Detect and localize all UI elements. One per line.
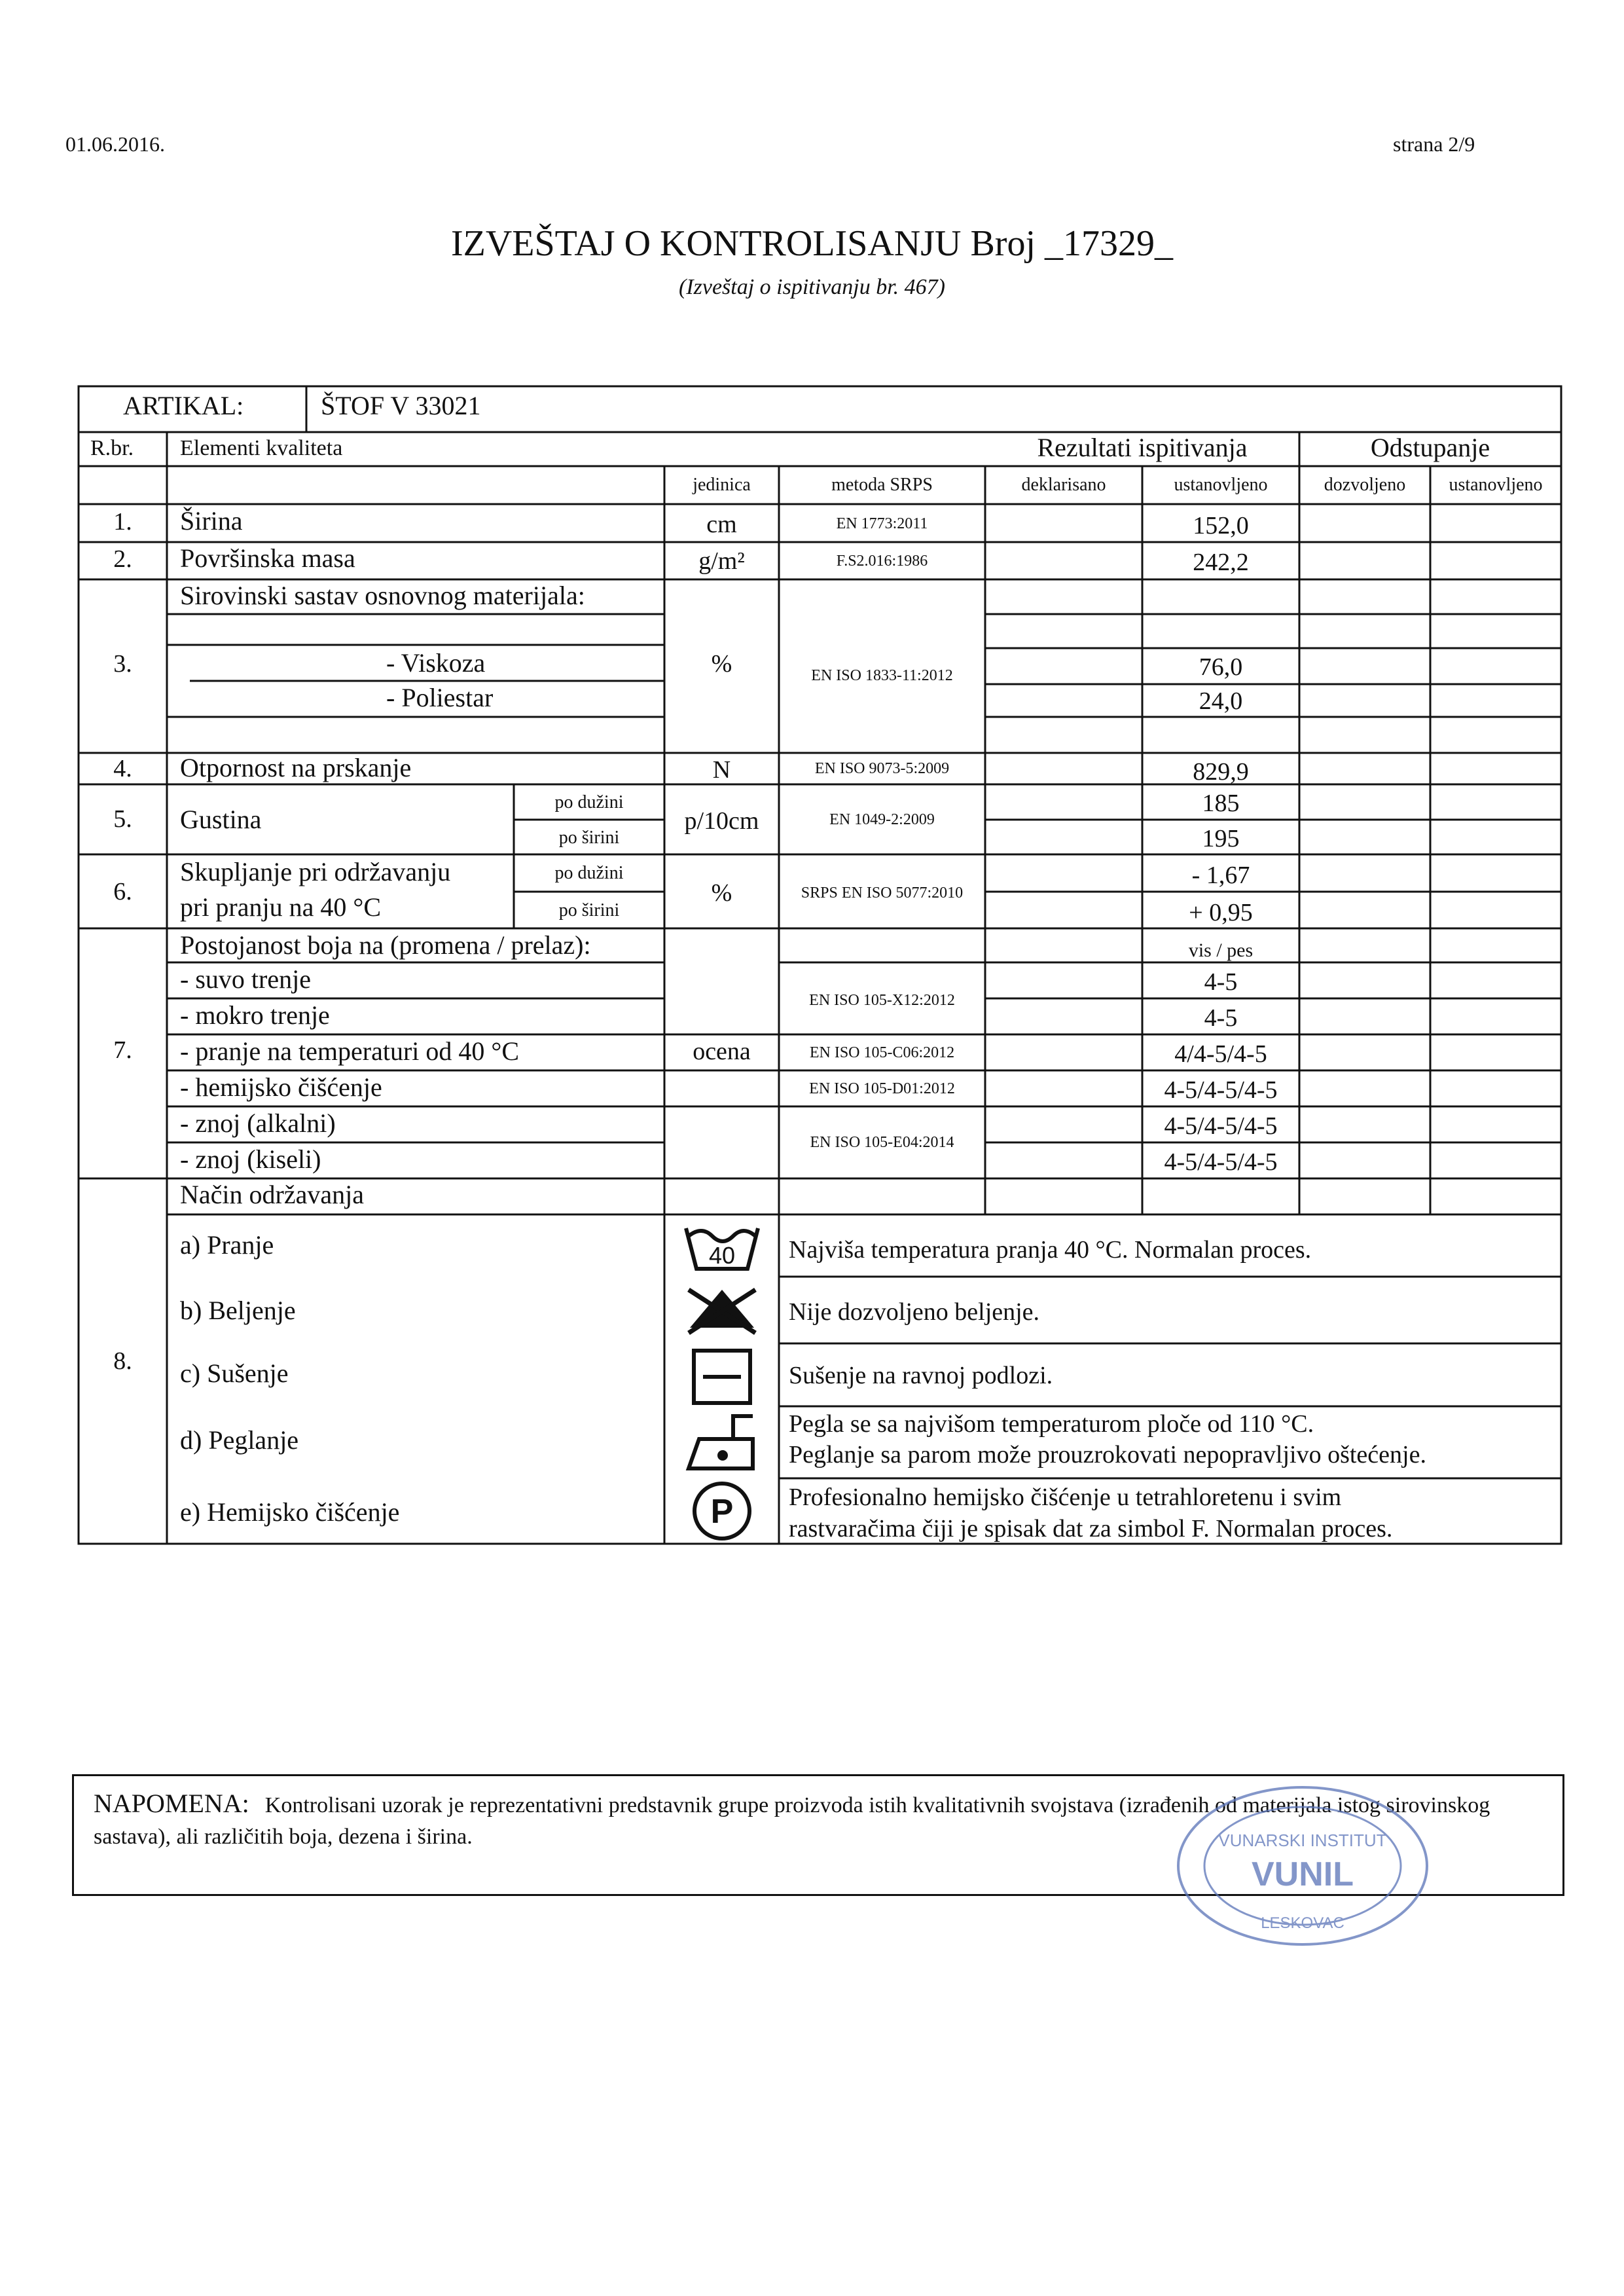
row7-item-dry-cleaning: - hemijsko čišćenje — [180, 1072, 382, 1102]
care-desc-ironing-line1: Pegla se sa najvišom temperaturom ploče od 110 °C. — [789, 1410, 1314, 1438]
row7-method-d01: EN ISO 105-D01:2012 — [809, 1080, 955, 1097]
article-value: ŠTOF V 33021 — [321, 391, 481, 420]
article-label: ARTIKAL: — [123, 391, 244, 420]
row6-number: 6. — [113, 878, 132, 905]
row7-header-value: vis / pes — [1188, 939, 1254, 961]
row6-sub1: po dužini — [554, 863, 624, 883]
col-elements: Elementi kvaliteta — [180, 436, 343, 460]
professional-dry-clean-p-icon-text: P — [710, 1493, 734, 1531]
col-unit: jedinica — [693, 475, 751, 495]
col-established: ustanovljeno — [1174, 475, 1268, 495]
row7-method-c06: EN ISO 105-C06:2012 — [809, 1044, 955, 1061]
care-desc-bleaching: Nije dozvoljeno beljenje. — [789, 1298, 1040, 1326]
row3-name: Sirovinski sastav osnovnog materijala: — [180, 581, 585, 610]
row7-value-washing: 4/4-5/4-5 — [1174, 1040, 1267, 1068]
care-desc-drying: Sušenje na ravnoj podlozi. — [789, 1362, 1053, 1389]
no-bleach-icon — [689, 1290, 755, 1333]
row8-number: 8. — [113, 1347, 132, 1375]
row3-number: 3. — [113, 650, 132, 678]
row7-value-sweat-acidic: 4-5/4-5/4-5 — [1164, 1148, 1278, 1176]
row7-value-dry-cleaning: 4-5/4-5/4-5 — [1164, 1076, 1278, 1104]
row2-method: F.S2.016:1986 — [836, 553, 928, 570]
stamp-line2: VUNIL — [1252, 1855, 1354, 1893]
report-subtitle: (Izveštaj o ispitivanju br. 467) — [678, 275, 946, 299]
row7-number: 7. — [113, 1036, 132, 1064]
stamp-line3: LESKOVAC — [1261, 1914, 1344, 1932]
report-date: 01.06.2016. — [65, 132, 165, 156]
row3-sub2: - Poliestar — [386, 683, 494, 712]
row1-unit: cm — [706, 511, 737, 538]
care-label-ironing: d) Peglanje — [180, 1425, 299, 1455]
row7-value-dry-rubbing: 4-5 — [1204, 968, 1238, 996]
care-desc-dry-cleaning-line1: Profesionalno hemijsko čišćenje u tetrahloretenu i svim — [789, 1484, 1342, 1511]
row7-unit: ocena — [693, 1038, 751, 1065]
col-established-deviation: ustanovljeno — [1449, 475, 1543, 495]
row4-number: 4. — [113, 755, 132, 782]
row3-method: EN ISO 1833-11:2012 — [811, 667, 953, 684]
row4-unit: N — [712, 756, 731, 784]
note-label: NAPOMENA: — [94, 1789, 249, 1818]
row7-item-sweat-acidic: - znoj (kiseli) — [180, 1144, 321, 1174]
row7-value-sweat-alkaline: 4-5/4-5/4-5 — [1164, 1112, 1278, 1140]
row5-number: 5. — [113, 805, 132, 833]
row7-name: Postojanost boja na (promena / prelaz): — [180, 930, 591, 960]
row7-item-dry-rubbing: - suvo trenje — [180, 964, 311, 994]
row5-method: EN 1049-2:2009 — [829, 811, 935, 828]
row3-unit: % — [711, 650, 732, 678]
col-declared: deklarisano — [1021, 475, 1106, 495]
row5-value1: 185 — [1202, 790, 1240, 817]
care-label-dry-cleaning: e) Hemijsko čišćenje — [180, 1497, 400, 1527]
row6-method: SRPS EN ISO 5077:2010 — [801, 884, 964, 902]
row5-value2: 195 — [1202, 825, 1240, 852]
row7-item-sweat-alkaline: - znoj (alkalni) — [180, 1108, 336, 1138]
row2-name: Površinska masa — [180, 543, 355, 573]
flat-dry-icon — [694, 1351, 750, 1403]
row3-sub1: - Viskoza — [386, 648, 486, 678]
row2-unit: g/m² — [698, 547, 745, 575]
row4-method: EN ISO 9073-5:2009 — [814, 760, 950, 777]
iron-110-icon — [689, 1416, 753, 1468]
col-allowed: dozvoljeno — [1324, 475, 1406, 495]
row3-value1: 76,0 — [1199, 653, 1243, 681]
wash-40-icon-text: 40 — [708, 1242, 736, 1269]
row6-value1: - 1,67 — [1191, 862, 1250, 889]
row4-value: 829,9 — [1193, 758, 1249, 786]
row3-value2: 24,0 — [1199, 687, 1243, 715]
row4-name: Otpornost na prskanje — [180, 753, 412, 782]
row1-method: EN 1773:2011 — [836, 515, 928, 532]
row7-value-wet-rubbing: 4-5 — [1204, 1004, 1238, 1032]
row6-unit: % — [711, 879, 732, 907]
row7-method-e04: EN ISO 105-E04:2014 — [810, 1134, 954, 1151]
care-desc-ironing-line2: Peglanje sa parom može prouzrokovati nepopravljivo oštećenje. — [789, 1441, 1426, 1468]
care-label-washing: a) Pranje — [180, 1230, 274, 1260]
row5-sub2: po širini — [558, 828, 620, 848]
row7-item-wet-rubbing: - mokro trenje — [180, 1000, 330, 1030]
row5-sub1: po dužini — [554, 792, 624, 812]
row6-sub2: po širini — [558, 900, 620, 920]
stamp-line1: VUNARSKI INSTITUT — [1218, 1831, 1387, 1850]
row8-name: Način održavanja — [180, 1180, 364, 1209]
page-number: strana 2/9 — [1393, 132, 1475, 156]
care-icons — [674, 1216, 772, 1544]
row6-name-line2: pri pranju na 40 °C — [180, 892, 382, 922]
row1-number: 1. — [113, 508, 132, 536]
row2-value: 242,2 — [1193, 549, 1249, 576]
row2-number: 2. — [113, 545, 132, 573]
care-desc-dry-cleaning-line2: rastvaračima čiji je spisak dat za simbol F. Normalan proces. — [789, 1515, 1393, 1542]
col-deviation: Odstupanje — [1370, 433, 1490, 462]
row1-name: Širina — [180, 506, 243, 536]
care-desc-washing: Najviša temperatura pranja 40 °C. Normalan proces. — [789, 1236, 1312, 1264]
row5-unit: p/10cm — [684, 807, 759, 835]
row6-value2: + 0,95 — [1189, 899, 1253, 926]
report-title: IZVEŠTAJ O KONTROLISANJU Broj _17329_ — [450, 223, 1174, 264]
care-label-bleaching: b) Beljenje — [180, 1296, 296, 1325]
row5-name: Gustina — [180, 805, 262, 834]
row6-name-line1: Skupljanje pri održavanju — [180, 857, 451, 886]
row7-method-x12: EN ISO 105-X12:2012 — [809, 992, 955, 1009]
row1-value: 152,0 — [1193, 512, 1249, 539]
col-method: metoda SRPS — [831, 475, 933, 495]
note-text: Kontrolisani uzorak je reprezentativni predstavnik grupe proizvoda istih kvalitativnih svojstava (izrađenih od materijala istog sirovinskog sastava), ali različitih boja, dezena i širina. — [94, 1793, 1490, 1849]
col-results: Rezultati ispitivanja — [1037, 433, 1248, 462]
col-rbr: R.br. — [90, 436, 134, 460]
care-label-drying: c) Sušenje — [180, 1358, 289, 1388]
row7-item-washing: - pranje na temperaturi od 40 °C — [180, 1036, 520, 1066]
institute-stamp — [1165, 1768, 1440, 1964]
